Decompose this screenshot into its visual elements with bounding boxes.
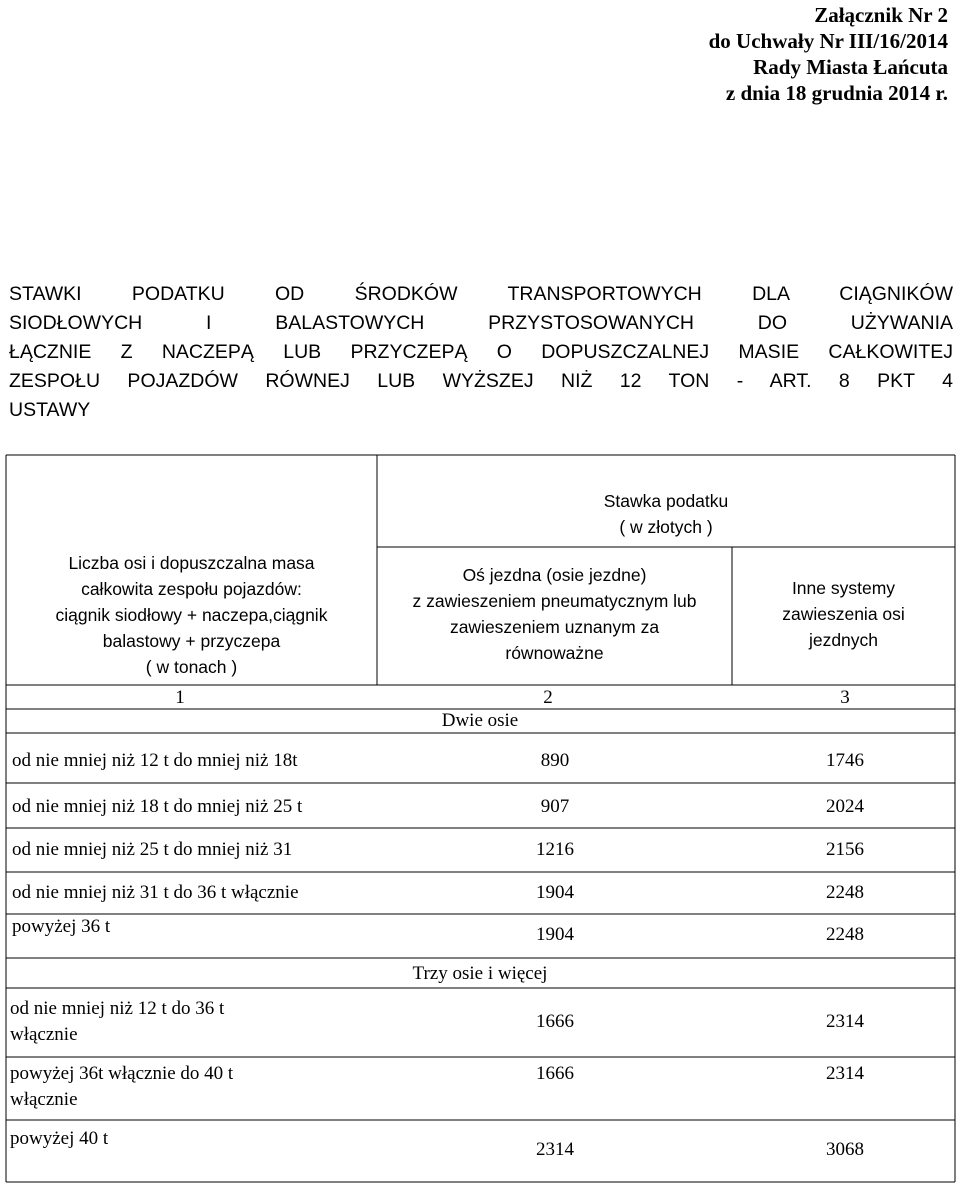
rate-pneumatic: 1904 <box>536 924 574 945</box>
rate-pneumatic: 907 <box>540 796 570 817</box>
row-label: od nie mniej niż 18 t do mniej niż 25 t <box>12 796 303 817</box>
col-number: 3 <box>840 687 850 708</box>
rate-header <box>377 488 955 540</box>
row-label-line: od nie mniej niż 12 t do 36 t <box>10 998 225 1019</box>
title-line: ZESPOŁU POJAZDÓW RÓWNEJ LUB WYŻSZEJ NIŻ 12 TON - ART. 8 PKT 4 <box>9 370 953 392</box>
rate-other: 2156 <box>826 839 864 860</box>
rate-pneumatic: 1904 <box>536 882 574 903</box>
rate-other: 2314 <box>826 1063 864 1084</box>
col2-header-line: Oś jezdna (osie jezdne) <box>462 565 647 585</box>
row-label <box>10 996 224 1048</box>
row-label <box>10 1126 108 1152</box>
col3-header <box>732 575 955 653</box>
title-line: STAWKI PODATKU OD ŚRODKÓW TRANSPORTOWYCH DLA CIĄGNIKÓW <box>9 283 953 305</box>
rate-pneumatic: 1216 <box>536 839 574 860</box>
col3-header-line: zawieszenia osi <box>782 604 905 624</box>
section-three-axles: Trzy osie i więcej <box>412 963 548 984</box>
council-name: Rady Miasta Łańcuta <box>753 55 948 79</box>
attachment-number: Załącznik Nr 2 <box>814 3 948 27</box>
col1-header-line: ciągnik siodłowy + naczepa,ciągnik <box>55 605 328 625</box>
col2-header-line: zawieszeniem uznanym za <box>449 617 660 637</box>
rate-header-line: Stawka podatku <box>603 491 729 511</box>
resolution-date: z dnia 18 grudnia 2014 r. <box>725 81 948 105</box>
rate-pneumatic: 2314 <box>536 1139 574 1160</box>
rate-other: 2314 <box>826 1011 864 1032</box>
col1-header <box>6 550 377 680</box>
rate-pneumatic: 1666 <box>536 1063 574 1084</box>
rate-other: 2248 <box>826 882 864 903</box>
col2-header-line: z zawieszeniem pneumatycznym lub <box>412 591 697 611</box>
rate-other: 2024 <box>826 796 864 817</box>
rate-pneumatic: 1666 <box>536 1011 574 1032</box>
title-line: ŁĄCZNIE Z NACZEPĄ LUB PRZYCZEPĄ O DOPUSZCZALNEJ MASIE CAŁKOWITEJ <box>9 341 953 363</box>
col3-header-line: jezdnych <box>808 630 879 650</box>
rate-header-line: ( w złotych ) <box>619 517 713 537</box>
resolution-number: do Uchwały Nr III/16/2014 <box>708 29 948 53</box>
row-label <box>10 1061 233 1113</box>
col1-header-line: balastowy + przyczepa <box>102 631 281 651</box>
row-label: powyżej 36 t <box>12 916 111 937</box>
row-label: od nie mniej niż 25 t do mniej niż 31 <box>12 839 293 860</box>
rate-pneumatic: 890 <box>540 750 570 771</box>
title-line: USTAWY <box>9 399 91 421</box>
title-line: SIODŁOWYCH I BALASTOWYCH PRZYSTOSOWANYCH DO UŻYWANIA <box>9 312 953 334</box>
row-label-line: włącznie <box>10 1089 78 1110</box>
rate-other: 2248 <box>826 924 864 945</box>
col2-header <box>377 562 732 666</box>
col1-header-line: całkowita zespołu pojazdów: <box>81 579 302 599</box>
row-label-line: powyżej 36t włącznie do 40 t <box>10 1063 234 1084</box>
col-number: 1 <box>175 687 185 708</box>
section-two-axles: Dwie osie <box>441 710 519 731</box>
col-number: 2 <box>543 687 553 708</box>
row-label-line: włącznie <box>10 1024 78 1045</box>
rate-other: 3068 <box>826 1139 864 1160</box>
col1-header-line: ( w tonach ) <box>145 657 238 677</box>
row-label: od nie mniej niż 31 t do 36 t włącznie <box>12 882 299 903</box>
rate-other: 1746 <box>826 750 864 771</box>
col2-header-line: równoważne <box>505 643 604 663</box>
col3-header-line: Inne systemy <box>791 578 896 598</box>
col1-header-line: Liczba osi i dopuszczalna masa <box>68 553 315 573</box>
row-label-line: powyżej 40 t <box>10 1128 109 1149</box>
row-label: od nie mniej niż 12 t do mniej niż 18t <box>12 750 298 771</box>
